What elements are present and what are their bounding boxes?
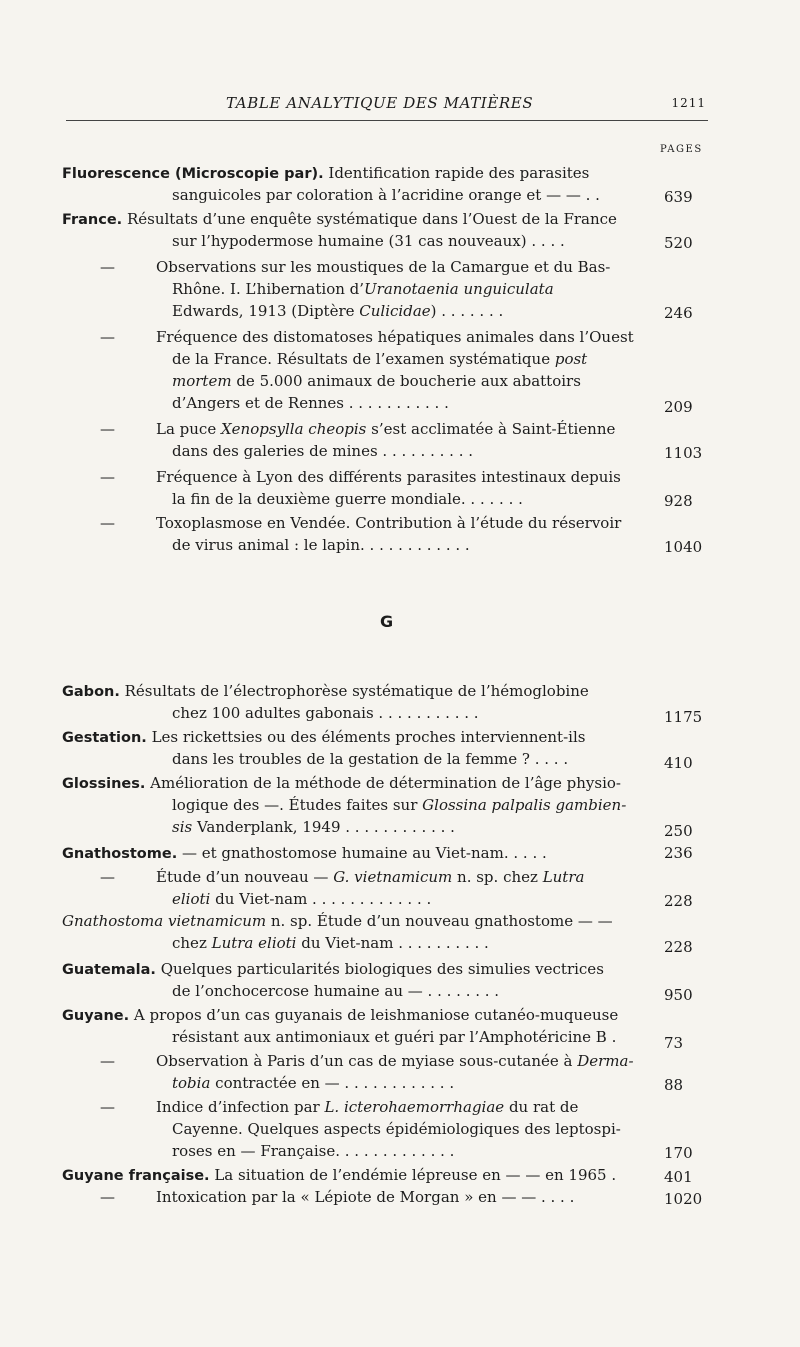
entry-text: n. sp. chez	[452, 868, 543, 886]
entry-text: dans les troubles de la gestation de la femme ? . . . .	[172, 750, 569, 768]
em-dash: —	[100, 1188, 115, 1206]
entry-text: chez 100 adultes gabonais . . . . . . . . . . .	[172, 704, 479, 722]
page-reference: 401	[664, 1168, 693, 1186]
em-dash: —	[100, 328, 115, 346]
entry-text: A propos d’un cas guyanais de leishmaniose cutanéo-muqueuse	[133, 1006, 619, 1024]
entry-text: du rat de	[504, 1098, 579, 1116]
page-reference: 1103	[664, 444, 703, 462]
entry-text: Observations sur les moustiques de la Camargue et du Bas-	[156, 258, 611, 276]
entry-italic: Culicidae	[359, 302, 431, 320]
page-reference: 928	[664, 492, 693, 510]
entry-text: Résultats d’une enquête systématique dans l’Ouest de la France	[126, 210, 617, 228]
entry-italic: Uranotaenia unguiculata	[364, 280, 554, 298]
page-reference: 88	[664, 1076, 684, 1094]
entry-text: Intoxication par la « Lépiote de Morgan » en — — . . . .	[156, 1188, 575, 1206]
index-subentry	[62, 326, 640, 414]
entry-text: du Viet-nam . . . . . . . . . .	[296, 934, 489, 952]
entry-text: Fréquence des distomatoses hépatiques animales dans l’Ouest	[156, 328, 634, 346]
em-dash: —	[100, 868, 115, 886]
entry-heading: Gestation.	[62, 730, 147, 746]
entry-text: roses en — Française. . . . . . . . . . . . .	[172, 1142, 455, 1160]
index-entry	[62, 162, 640, 206]
entry-heading: Guyane.	[62, 1008, 130, 1024]
index-subentry	[62, 418, 640, 462]
entry-text: dans des galeries de mines . . . . . . . . . .	[172, 442, 474, 460]
entry-text: de la France. Résultats de l’examen systématique	[172, 350, 555, 368]
entry-text: de 5.000 animaux de boucherie aux abattoirs	[231, 372, 581, 390]
entry-text: de virus animal : le lapin. . . . . . . . . . . .	[172, 536, 470, 554]
page-reference: 520	[664, 234, 693, 252]
entry-text: La puce	[156, 420, 221, 438]
index-entry	[62, 1004, 640, 1048]
index-subentry	[62, 512, 640, 556]
entry-italic: elioti	[172, 890, 211, 908]
entry-text: n. sp. Étude d’un nouveau gnathostome — —	[266, 912, 613, 930]
index-subentry	[62, 866, 640, 910]
entry-text: d’Angers et de Rennes . . . . . . . . . . .	[172, 394, 449, 412]
pages-column-label: PAGES	[660, 144, 703, 155]
em-dash: —	[100, 258, 115, 276]
entry-heading: Guyane française.	[62, 1168, 210, 1184]
em-dash: —	[100, 1052, 115, 1070]
entry-heading: Guatemala.	[62, 962, 156, 978]
running-header	[66, 94, 708, 121]
entry-text: La situation de l’endémie lépreuse en — — en 1965 .	[214, 1166, 617, 1184]
entry-italic: tobia	[172, 1074, 211, 1092]
index-subentry	[62, 256, 640, 322]
entry-text: de l’onchocercose humaine au — . . . . . . . .	[172, 982, 500, 1000]
em-dash: —	[100, 420, 115, 438]
page-reference: 1020	[664, 1190, 703, 1208]
index-entry	[62, 208, 640, 252]
entry-text: Quelques particularités biologiques des simulies vectrices	[160, 960, 604, 978]
entry-heading: Glossines.	[62, 776, 146, 792]
entry-italic: G. vietnamicum	[333, 868, 453, 886]
index-subentry	[62, 1186, 640, 1208]
entry-text: Résultats de l’électrophorèse systématique de l’hémoglobine	[124, 682, 589, 700]
page-reference: 639	[664, 188, 693, 206]
page-reference: 73	[664, 1034, 684, 1052]
entry-text: Toxoplasmose en Vendée. Contribution à l’étude du réservoir	[156, 514, 622, 532]
page-reference: 236	[664, 844, 693, 862]
index-entry	[62, 1164, 640, 1186]
entry-text: Étude d’un nouveau —	[156, 868, 334, 886]
index-subentry	[62, 1050, 640, 1094]
section-letter: G	[380, 612, 394, 631]
page-reference: 228	[664, 892, 693, 910]
index-entry	[62, 842, 640, 864]
folio-page-number: 1211	[671, 96, 706, 110]
entry-text: ) . . . . . . .	[430, 302, 504, 320]
index-entry	[62, 680, 640, 724]
entry-heading: Gabon.	[62, 684, 120, 700]
entry-text: la fin de la deuxième guerre mondiale. . . . . . .	[172, 490, 523, 508]
entry-italic: L. icterohaemorrhagiae	[324, 1098, 505, 1116]
entry-heading-italic: Gnathostoma vietnamicum	[62, 912, 267, 930]
entry-text: s’est acclimatée à Saint-Étienne	[366, 420, 616, 438]
entry-italic: post	[554, 350, 588, 368]
entry-heading: Gnathostome.	[62, 846, 178, 862]
entry-text: Les rickettsies ou des éléments proches interviennent-ils	[151, 728, 586, 746]
entry-text: contractée en — . . . . . . . . . . . .	[210, 1074, 455, 1092]
page-reference: 950	[664, 986, 693, 1004]
entry-text: Indice d’infection par	[156, 1098, 325, 1116]
entry-text: Vanderplank, 1949 . . . . . . . . . . . .	[192, 818, 455, 836]
index-entry	[62, 772, 640, 838]
entry-italic: Xenopsylla cheopis	[220, 420, 367, 438]
em-dash: —	[100, 514, 115, 532]
entry-text: sanguicoles par coloration à l’acridine orange et — — . .	[172, 186, 600, 204]
entry-italic: mortem	[172, 372, 232, 390]
entry-text: logique des —. Études faites sur	[172, 796, 423, 814]
entry-italic: Lutra elioti	[211, 934, 297, 952]
entry-text: Rhône. I. L’hibernation d’	[172, 280, 365, 298]
entry-italic: Lutra	[542, 868, 585, 886]
index-subentry	[62, 1096, 640, 1162]
index-entry	[62, 958, 640, 1002]
em-dash: —	[100, 1098, 115, 1116]
entry-text: Edwards, 1913 (Diptère	[172, 302, 360, 320]
entry-text: Identification rapide des parasites	[328, 164, 590, 182]
entry-text: chez	[172, 934, 212, 952]
running-title: TABLE ANALYTIQUE DES MATIÈRES	[226, 94, 534, 112]
entry-text: Observation à Paris d’un cas de myiase sous-cutanée à	[156, 1052, 578, 1070]
index-entry	[62, 726, 640, 770]
entry-text: Fréquence à Lyon des différents parasites intestinaux depuis	[156, 468, 621, 486]
page-reference: 228	[664, 938, 693, 956]
index-entry	[62, 910, 640, 954]
page-reference: 1040	[664, 538, 703, 556]
page-reference: 250	[664, 822, 693, 840]
page-reference: 410	[664, 754, 693, 772]
page-reference: 246	[664, 304, 693, 322]
entry-text: Amélioration de la méthode de détermination de l’âge physio-	[150, 774, 621, 792]
entry-italic: Derma-	[577, 1052, 634, 1070]
entry-text: résistant aux antimoniaux et guéri par l’Amphotéricine B .	[172, 1028, 617, 1046]
page-reference: 209	[664, 398, 693, 416]
entry-italic: Glossina palpalis gambien-	[422, 796, 627, 814]
entry-text: sur l’hypodermose humaine (31 cas nouveaux) . . . .	[172, 232, 565, 250]
entry-text: Cayenne. Quelques aspects épidémiologiques des leptospi-	[172, 1120, 621, 1138]
em-dash: —	[100, 468, 115, 486]
index-subentry	[62, 466, 640, 510]
entry-italic: sis	[172, 818, 193, 836]
page-reference: 170	[664, 1144, 693, 1162]
entry-text: — et gnathostomose humaine au Viet-nam. . . . .	[181, 844, 547, 862]
entry-heading: France.	[62, 212, 123, 228]
entry-text: du Viet-nam . . . . . . . . . . . . .	[210, 890, 432, 908]
page-reference: 1175	[664, 708, 703, 726]
entry-heading: Fluorescence (Microscopie par).	[62, 166, 324, 182]
